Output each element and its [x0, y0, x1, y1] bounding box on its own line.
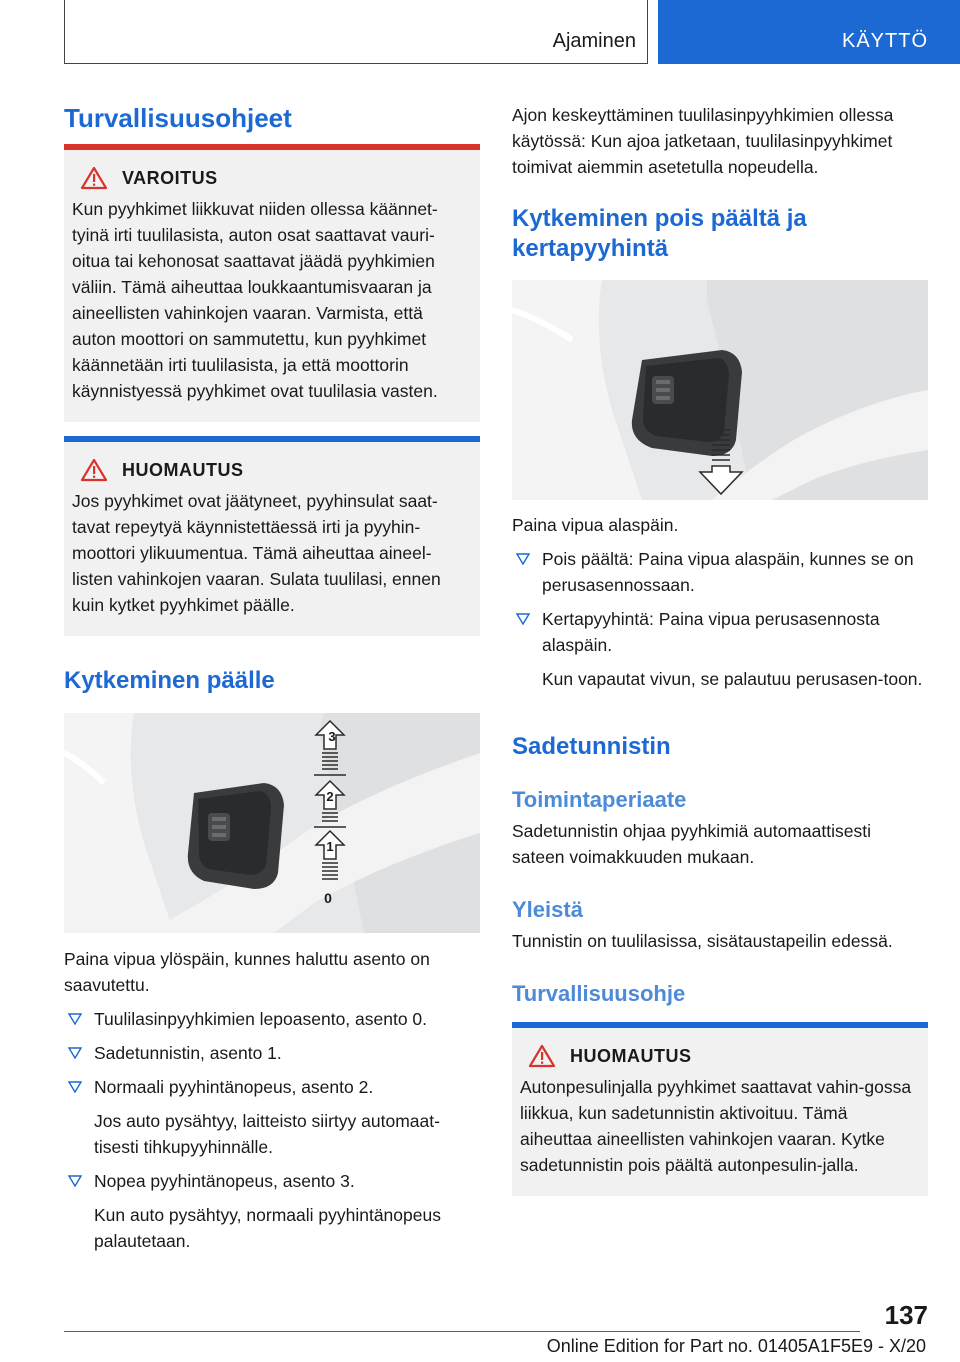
list-item	[64, 1040, 480, 1066]
wiper-lever-down-illustration	[512, 280, 928, 500]
switch-on-content	[64, 946, 480, 1254]
principle-heading: Toimintaperiaate	[512, 787, 687, 812]
list-item	[512, 606, 928, 692]
notice-box	[64, 436, 480, 636]
wiper-lever-up-illustration	[64, 713, 480, 933]
pause-driving-text: Ajon keskeyttäminen tuulilasinpyyhkimien ollessa käytössä: Kun ajoa jatketaan, tuulilasinpyyhkimet toimivat aiemmin asetetulla nopeudella.	[512, 105, 894, 177]
triangle-bullet-icon	[516, 553, 530, 565]
principle-text: Sadetunnistin ohjaa pyyhkimiä automaattisesti sateen voimakkuuden mukaan.	[512, 821, 871, 867]
list-item-continuation: Kun auto pysähtyy, normaali pyyhintänopeus palautetaan.	[94, 1205, 441, 1251]
notice-triangle-icon	[80, 458, 108, 482]
right-column-top	[512, 102, 928, 180]
header-chapter-tab	[658, 0, 960, 64]
notice-text: Jos pyyhkimet ovat jäätyneet, pyyhinsulat saat-tavat repeytyä käynnistettäessä irti ja pyyhin-moottori ylikuumentua. Tämä aiheuttaa aineel-listen vahinkojen vaaran. Sulata tuulilasi, ennen kuin kytket pyyhkimet päälle.	[72, 491, 441, 615]
switch-on-intro: Paina vipua ylöspäin, kunnes haluttu asento on saavutettu.	[64, 949, 430, 995]
list-item-text: Pois päältä: Paina vipua alaspäin, kunnes se on perusasennossaan.	[542, 549, 914, 595]
list-item-text: Sadetunnistin, asento 1.	[94, 1043, 282, 1063]
figure-label-3: 3	[328, 729, 336, 744]
triangle-bullet-icon	[68, 1013, 82, 1025]
page-number: 137	[884, 1300, 928, 1330]
list-item	[64, 1168, 480, 1254]
notice-title: HUOMAUTUS	[122, 459, 244, 480]
rain-sensor-heading-wrap	[512, 732, 928, 762]
list-item	[64, 1006, 480, 1032]
footer-edition: Online Edition for Part no. 01405A1F5E9 - X/20	[546, 1336, 926, 1356]
header-section-title: Ajaminen	[552, 30, 636, 52]
general-heading: Yleistä	[512, 897, 583, 922]
switch-off-heading: Kytkeminen pois päältä ja kertapyyhintä	[512, 205, 807, 262]
footer-divider	[64, 1331, 860, 1332]
switch-off-content	[512, 512, 928, 692]
list-item-continuation: Kun vapautat vivun, se palautuu perusasen-toon.	[542, 669, 923, 689]
safety-note-heading: Turvallisuusohje	[512, 981, 686, 1006]
warning-triangle-icon	[80, 166, 108, 190]
triangle-bullet-icon	[516, 613, 530, 625]
warning-box	[64, 144, 480, 422]
figure-label-1: 1	[326, 839, 334, 854]
switch-off-intro: Paina vipua alaspäin.	[512, 515, 679, 535]
notice-triangle-icon	[528, 1044, 556, 1068]
safety-instructions-heading: Turvallisuusohjeet	[64, 103, 292, 133]
principle-section	[512, 786, 928, 870]
switch-on-heading-wrap	[64, 666, 480, 696]
switch-on-heading: Kytkeminen päälle	[64, 667, 275, 694]
triangle-bullet-icon	[68, 1047, 82, 1059]
warning-title: VAROITUS	[122, 167, 218, 188]
warning-text: Kun pyyhkimet liikkuvat niiden ollessa käännet-tyinä irti tuulilasista, auton osat saattavat vauri-oitua tai kehonosat saattavat jäädä pyyhkimien väliin. Tämä aiheuttaa loukkaantumisvaaran ja aineellisten vahinkojen vaaran. Varmista, että auton moottori on sammutettu, kun pyyhkimet käännetään irti tuulilasista, ja että moottorin käynnistyessä pyyhkimet ovat tuulilasia vasten.	[72, 199, 438, 401]
list-item	[64, 1074, 480, 1160]
general-text: Tunnistin on tuulilasissa, sisätaustapeilin edessä.	[512, 931, 893, 951]
header-chapter-label: KÄYTTÖ	[841, 30, 928, 52]
list-item-text: Normaali pyyhintänopeus, asento 2.	[94, 1077, 374, 1097]
list-item-text: Tuulilasinpyyhkimien lepoasento, asento 0.	[94, 1009, 428, 1029]
car-wash-notice-box	[512, 1022, 928, 1196]
car-wash-notice-text: Autonpesulinjalla pyyhkimet saattavat vahin-gossa liikkua, kun sadetunnistin aktivoituu. Tämä aiheuttaa aineellisten vahinkojen vaaran. Kytke sadetunnistin pois päältä autonpesulin-jalla.	[520, 1077, 912, 1175]
car-wash-notice-title: HUOMAUTUS	[570, 1045, 692, 1066]
rain-sensor-heading: Sadetunnistin	[512, 733, 671, 760]
general-section	[512, 896, 928, 954]
list-item-continuation: Jos auto pysähtyy, laitteisto siirtyy automaat-tisesti tihkupyyhinnälle.	[94, 1111, 440, 1157]
figure-label-0: 0	[324, 890, 332, 906]
left-column	[64, 102, 480, 134]
safety-note-heading-wrap	[512, 980, 928, 1008]
figure-label-2: 2	[326, 789, 334, 804]
list-item	[512, 546, 928, 598]
list-item-text: Nopea pyyhintänopeus, asento 3.	[94, 1171, 355, 1191]
switch-off-heading-wrap	[512, 204, 928, 264]
triangle-bullet-icon	[68, 1081, 82, 1093]
triangle-bullet-icon	[68, 1175, 82, 1187]
list-item-text: Kertapyyhintä: Paina vipua perusasennosta alaspäin.	[542, 609, 880, 655]
wiper-lever-up-figure	[64, 713, 480, 933]
switch-off-list	[512, 546, 928, 692]
switch-on-list	[64, 1006, 480, 1254]
wiper-lever-down-figure	[512, 280, 928, 500]
